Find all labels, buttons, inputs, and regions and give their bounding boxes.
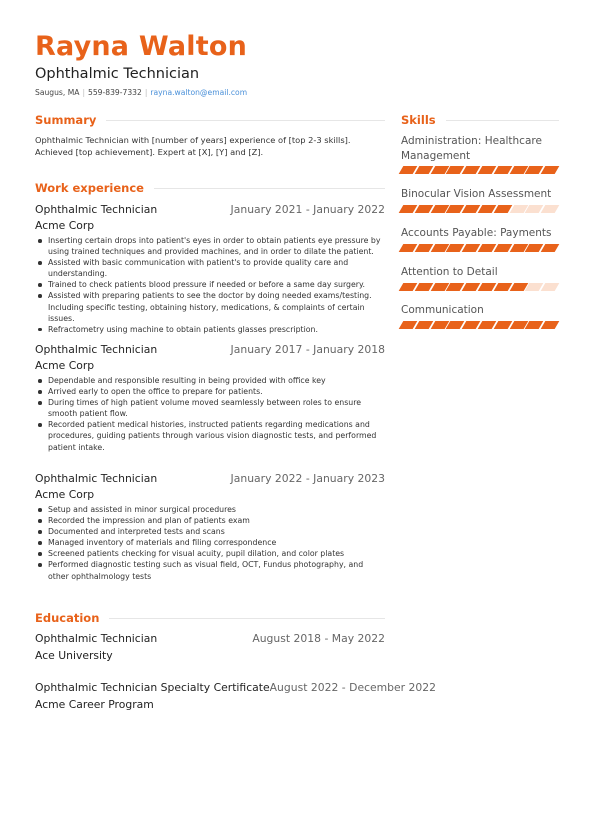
skill-level-bar xyxy=(401,205,559,213)
job-bullet: Recorded the impression and plan of patients exam xyxy=(35,515,385,526)
education-degree: Ophthalmic Technician xyxy=(35,632,158,645)
contact-line xyxy=(35,88,247,97)
section-divider xyxy=(109,618,385,619)
candidate-title: Ophthalmic Technician xyxy=(35,66,200,82)
summary-section-header xyxy=(35,113,385,127)
job-bullet: Performed diagnostic testing such as visual field, OCT, Fundus photography, and other ophthalmology tests xyxy=(35,559,385,581)
contact-separator: | xyxy=(144,88,148,97)
job-entry xyxy=(35,203,385,335)
education-entry xyxy=(35,632,385,662)
job-dates: January 2021 - January 2022 xyxy=(230,203,385,216)
skill-segment-empty xyxy=(541,283,559,291)
contact-email-link[interactable]: rayna.walton@email.com xyxy=(150,88,248,97)
skill-item xyxy=(401,303,559,329)
contact-location: Saugus, MA xyxy=(35,88,80,97)
education-dates: August 2022 - December 2022 xyxy=(269,681,437,694)
skill-segment-filled xyxy=(541,166,559,174)
job-entry xyxy=(35,472,385,582)
education-section-header xyxy=(35,611,385,625)
job-bullet: Arrived early to open the office to prepare for patients. xyxy=(35,386,385,397)
skill-name: Binocular Vision Assessment xyxy=(401,188,552,200)
skill-name: Administration: Healthcare Management xyxy=(401,135,542,162)
job-bullet: During times of high patient volume moved seamlessly between roles to ensure smooth patient flow. xyxy=(35,397,385,419)
skill-item xyxy=(401,187,559,213)
job-bullet: Documented and interpreted tests and scans xyxy=(35,526,385,537)
section-divider xyxy=(446,120,559,121)
skill-name: Accounts Payable: Payments xyxy=(401,227,552,239)
skill-item xyxy=(401,226,559,252)
job-title: Ophthalmic Technician xyxy=(35,203,158,216)
skills-section-header xyxy=(401,113,559,127)
candidate-name: Rayna Walton xyxy=(35,31,247,62)
job-dates: January 2017 - January 2018 xyxy=(230,343,385,356)
education-school: Acme Career Program xyxy=(35,698,154,711)
job-bullet: Assisted with basic communication with patient's to provide quality care and understanding. xyxy=(35,257,385,279)
skill-segment-filled xyxy=(541,244,559,252)
job-bullet: Screened patients checking for visual acuity, pupil dilation, and color plates xyxy=(35,548,385,559)
job-company: Acme Corp xyxy=(35,359,95,372)
skill-segment-empty xyxy=(541,205,559,213)
experience-heading: Work experience xyxy=(35,181,144,195)
job-bullet: Refractometry using machine to obtain patients glasses prescription. xyxy=(35,324,385,335)
section-divider xyxy=(154,188,385,189)
education-dates: August 2018 - May 2022 xyxy=(252,632,385,645)
skill-segment-filled xyxy=(541,321,559,329)
experience-section-header xyxy=(35,181,385,195)
job-entry xyxy=(35,343,385,453)
skill-item xyxy=(401,134,559,174)
skill-level-bar xyxy=(401,283,559,291)
contact-separator: | xyxy=(82,88,86,97)
education-entry xyxy=(35,681,437,711)
job-bullet: Recorded patient medical histories, instructed patients regarding medications and procedures, guiding patients through various vision diagnostic tests, and performed patient intake. xyxy=(35,419,385,452)
job-bullet: Setup and assisted in minor surgical procedures xyxy=(35,504,385,515)
job-company: Acme Corp xyxy=(35,219,95,232)
skill-name: Attention to Detail xyxy=(401,266,498,278)
job-bullet: Inserting certain drops into patient's eyes in order to obtain patients eye pressure by using trained techniques and provided machines, and in order to dilate the patient. xyxy=(35,235,385,257)
job-bullet: Dependable and responsible resulting in being provided with office key xyxy=(35,375,385,386)
job-dates: January 2022 - January 2023 xyxy=(230,472,385,485)
skill-level-bar xyxy=(401,244,559,252)
summary-heading: Summary xyxy=(35,113,97,127)
contact-phone: 559-839-7332 xyxy=(88,88,142,97)
skill-item xyxy=(401,265,559,291)
job-bullet-list xyxy=(35,375,385,453)
job-bullet-list xyxy=(35,235,385,335)
skills-heading: Skills xyxy=(401,113,436,127)
job-bullet: Trained to check patients blood pressure if needed or before a same day surgery. xyxy=(35,279,385,290)
job-bullet: Managed inventory of materials and filing correspondence xyxy=(35,537,385,548)
skill-name: Communication xyxy=(401,304,484,316)
summary-text: Ophthalmic Technician with [number of years] experience of [top 2-3 skills]. Achieved [top achievement]. Expert at [X], [Y] and [Z]. xyxy=(35,135,351,157)
job-bullet-list xyxy=(35,504,385,582)
education-degree: Ophthalmic Technician Specialty Certificate xyxy=(35,681,270,694)
job-title: Ophthalmic Technician xyxy=(35,343,158,356)
job-company: Acme Corp xyxy=(35,488,95,501)
skill-level-bar xyxy=(401,321,559,329)
education-school: Ace University xyxy=(35,649,113,662)
education-heading: Education xyxy=(35,611,100,625)
section-divider xyxy=(106,120,385,121)
job-title: Ophthalmic Technician xyxy=(35,472,158,485)
job-bullet: Assisted with preparing patients to see the doctor by doing needed exams/testing. Including specific testing, obtaining history, medications, & complaints of certain issues. xyxy=(35,290,385,323)
skill-level-bar xyxy=(401,166,559,174)
